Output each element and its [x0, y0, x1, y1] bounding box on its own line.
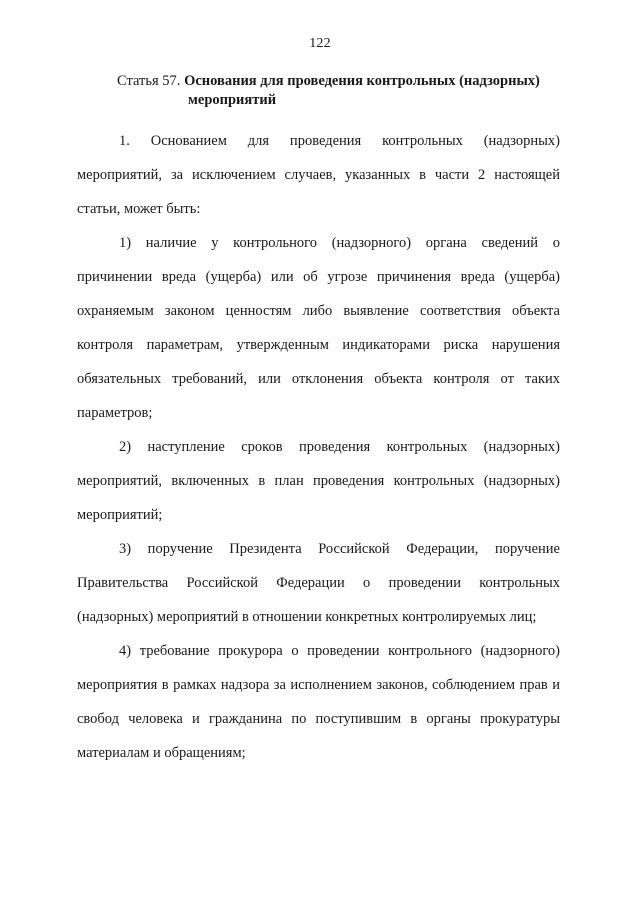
article-title-line-2: мероприятий — [188, 92, 277, 108]
paragraph-item-2: 2) наступление сроков проведения контрольных (надзорных) мероприятий, включенных в план проведения контрольных (надзорных) мероприятий; — [77, 439, 560, 523]
article-heading — [117, 72, 567, 110]
article-title-line-1: Основания для проведения контрольных (надзорных) — [184, 73, 540, 89]
article-number: Статья 57. — [117, 73, 181, 89]
paragraph-item-3: 3) поручение Президента Российской Федерации, поручение Правительства Российской Федерации о проведении контрольных (надзорных) мероприятий в отношении конкретных контролируемых лиц; — [77, 541, 560, 625]
paragraph-item-1: 1) наличие у контрольного (надзорного) органа сведений о причинении вреда (ущерба) или об угрозе причинения вреда (ущерба) охраняемым законом ценностям либо выявление соответствия объекта контроля параметрам, утвержденным индикаторами риска нарушения обязательных требований, или отклонения объекта контроля от таких параметров; — [77, 235, 560, 421]
paragraph-item-4: 4) требование прокурора о проведении контрольного (надзорного) мероприятия в рамках надзора за исполнением законов, соблюдением прав и свобод человека и гражданина по поступившим в органы прокуратуры материалам и обращениям; — [77, 643, 560, 761]
article-body — [77, 124, 560, 770]
paragraph-1: 1. Основанием для проведения контрольных (надзорных) мероприятий, за исключением случаев, указанных в части 2 настоящей статьи, может быть: — [77, 133, 560, 217]
page-number: 122 — [309, 36, 331, 51]
